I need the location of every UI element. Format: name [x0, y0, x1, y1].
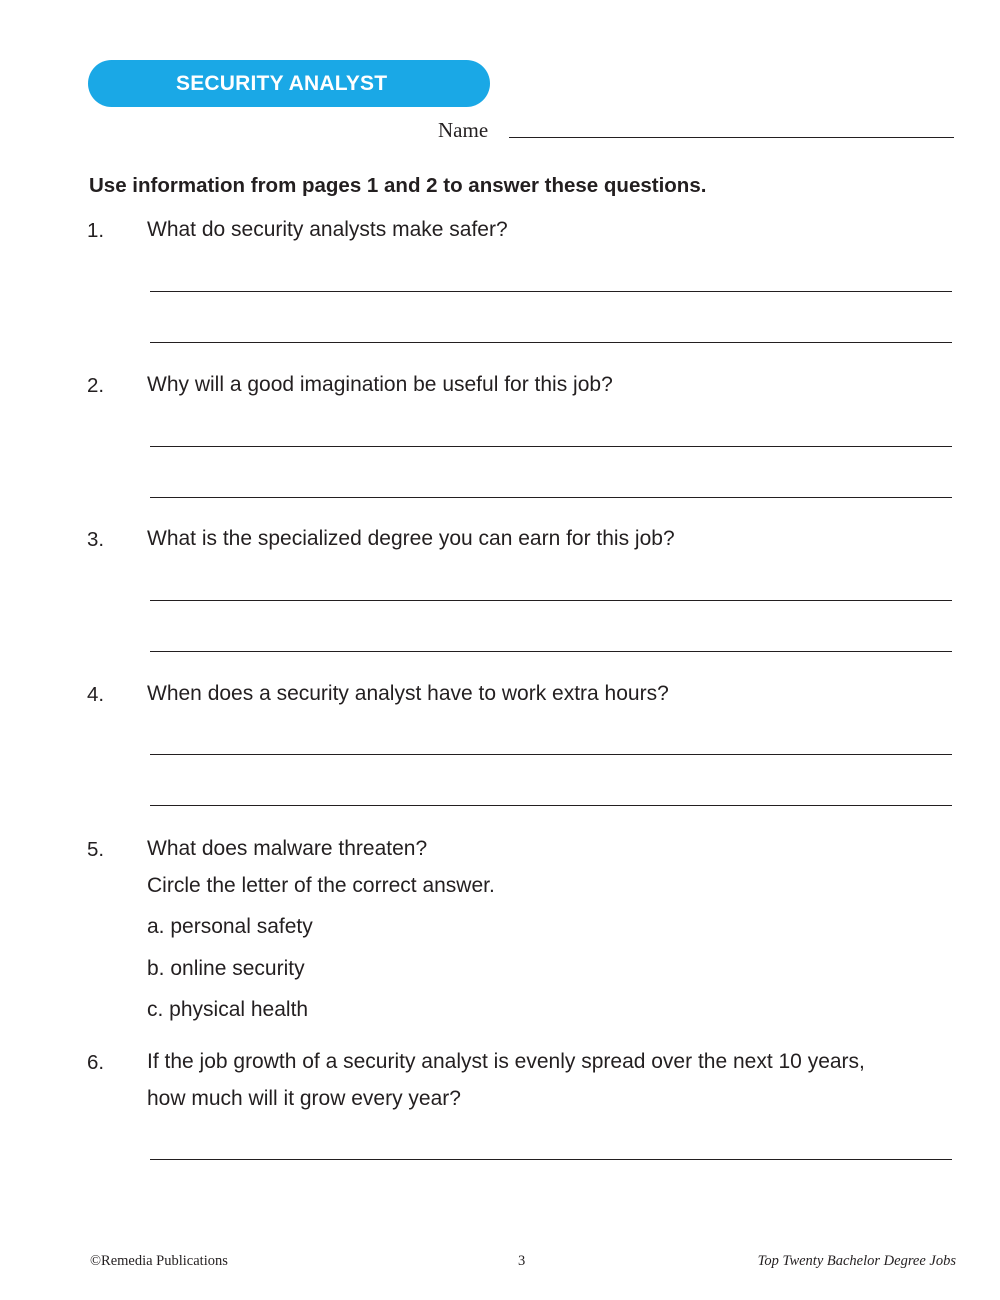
question-4-answer-line-1[interactable] — [150, 754, 952, 755]
question-3-answer-line-1[interactable] — [150, 600, 952, 601]
question-4-number: 4. — [87, 683, 105, 706]
question-6-text: If the job growth of a security analyst is evenly spread over the next 10 years, — [147, 1050, 865, 1073]
question-2-answer-line-1[interactable] — [150, 446, 952, 447]
question-4-answer-line-2[interactable] — [150, 805, 952, 806]
question-2-answer-line-2[interactable] — [150, 497, 952, 498]
footer-publisher: ©Remedia Publications — [90, 1253, 228, 1269]
question-4-text: When does a security analyst have to work extra hours? — [147, 682, 669, 705]
page-title: SECURITY ANALYST — [176, 72, 388, 95]
question-1-text: What do security analysts make safer? — [147, 218, 508, 241]
option-b[interactable]: b. online security — [147, 957, 305, 980]
question-2-number: 2. — [87, 374, 105, 397]
footer-page-number: 3 — [518, 1253, 526, 1269]
question-1-number: 1. — [87, 219, 105, 242]
question-2-text: Why will a good imagination be useful for this job? — [147, 373, 613, 396]
name-label: Name — [438, 118, 489, 142]
question-3-answer-line-2[interactable] — [150, 651, 952, 652]
footer-book-title: Top Twenty Bachelor Degree Jobs — [757, 1253, 956, 1269]
question-3-number: 3. — [87, 528, 105, 551]
option-c[interactable]: c. physical health — [147, 998, 309, 1021]
question-5-text: What does malware threaten? — [147, 837, 428, 860]
name-write-line[interactable] — [509, 137, 954, 138]
question-1-answer-line-1[interactable] — [150, 291, 952, 292]
question-5-number: 5. — [87, 838, 105, 861]
question-5-prompt: Circle the letter of the correct answer. — [147, 874, 495, 897]
question-6-number: 6. — [87, 1051, 105, 1074]
option-a[interactable]: a. personal safety — [147, 915, 313, 938]
instructions: Use information from pages 1 and 2 to answer these questions. — [89, 174, 707, 197]
question-6-answer-line-1[interactable] — [150, 1159, 952, 1160]
name-row — [438, 116, 958, 142]
question-6-text-line-2: how much will it grow every year? — [147, 1087, 461, 1110]
title-banner — [88, 60, 490, 107]
question-3-text: What is the specialized degree you can earn for this job? — [147, 527, 675, 550]
question-1-answer-line-2[interactable] — [150, 342, 952, 343]
